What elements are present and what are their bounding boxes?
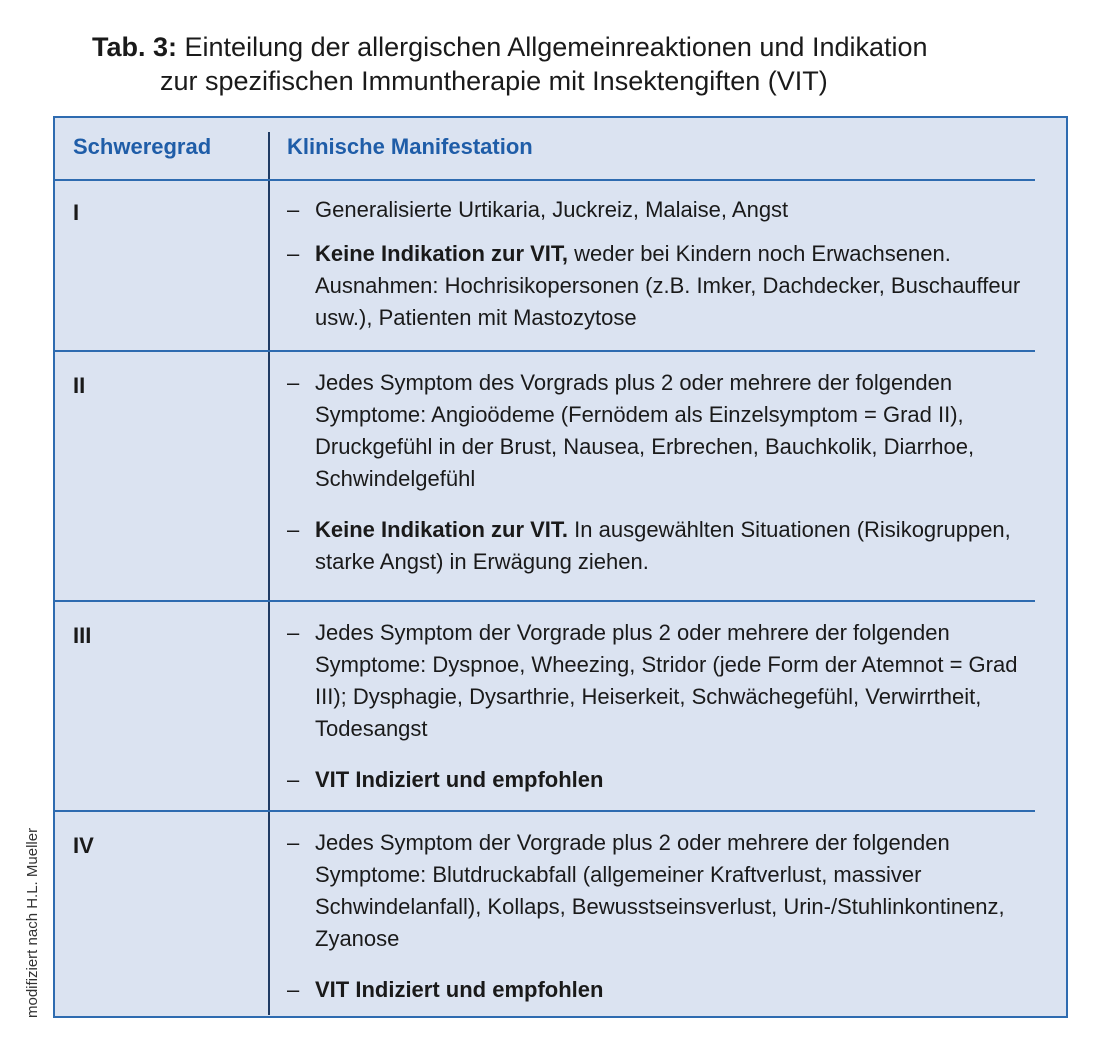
column-divider bbox=[268, 132, 270, 1015]
table-caption bbox=[92, 30, 1072, 98]
dash: – bbox=[287, 767, 300, 792]
item-text: weder bei Kindern noch Erwachsenen. Ausnahmen: Hochrisikopersonen (z.B. Imker, Dachdecker, Buschauffeur usw.), Patienten mit Mastozytose bbox=[315, 241, 1021, 330]
item-emphasis: VIT Indiziert und empfohlen bbox=[315, 767, 604, 792]
source-credit: modifiziert nach H.L. Mueller bbox=[24, 827, 41, 1018]
grade-cell: I bbox=[73, 200, 80, 225]
item-emphasis: Keine Indikation zur VIT, bbox=[315, 241, 569, 266]
row-separator bbox=[55, 350, 1035, 352]
manifestation-item bbox=[287, 827, 1032, 955]
manifestation-item bbox=[287, 617, 1032, 745]
item-text: In ausgewählten Situationen (Risikogruppen, starke Angst) in Erwägung ziehen. bbox=[315, 517, 1011, 574]
grade-cell: II bbox=[73, 373, 86, 398]
dash: – bbox=[287, 517, 300, 542]
manifestation-item bbox=[287, 194, 1032, 226]
item-text: Jedes Symptom der Vorgrade plus 2 oder mehrere der folgenden Symptome: Dyspnoe, Wheezing, Stridor (jede Form der Atemnot = Grad III); Dysphagie, Dysarthrie, Heiserkeit, Schwächegefühl, Verwirrtheit, Todesangst bbox=[315, 620, 1018, 741]
manifestation-item bbox=[287, 764, 1032, 796]
dash: – bbox=[287, 241, 300, 266]
classification-table bbox=[53, 116, 1068, 1018]
manifestation-item bbox=[287, 238, 1032, 334]
item-emphasis: Keine Indikation zur VIT. bbox=[315, 517, 569, 542]
header-severity: Schweregrad bbox=[73, 134, 212, 159]
dash: – bbox=[287, 197, 300, 222]
item-emphasis: VIT Indiziert und empfohlen bbox=[315, 977, 604, 1002]
manifestation-item bbox=[287, 514, 1032, 578]
manifestation-item bbox=[287, 367, 1032, 495]
header-clinical: Klinische Manifestation bbox=[287, 134, 533, 159]
caption-label: Tab. 3: bbox=[92, 32, 178, 62]
dash: – bbox=[287, 620, 300, 645]
dash: – bbox=[287, 977, 300, 1002]
item-text: Jedes Symptom der Vorgrade plus 2 oder mehrere der folgenden Symptome: Blutdruckabfall (allgemeiner Kraftverlust, massiver Schwindelanfall), Kollaps, Bewusstseinsverlust, Urin-/Stuhlinkontinenz, Zyanose bbox=[315, 830, 1005, 951]
row-separator bbox=[55, 179, 1035, 181]
row-separator bbox=[55, 600, 1035, 602]
grade-cell: IV bbox=[73, 833, 94, 858]
item-text: Generalisierte Urtikaria, Juckreiz, Malaise, Angst bbox=[315, 197, 789, 222]
row-separator bbox=[55, 810, 1035, 812]
grade-cell: III bbox=[73, 623, 92, 648]
manifestation-item bbox=[287, 974, 1032, 1006]
caption-line-2: zur spezifischen Immuntherapie mit Insektengiften (VIT) bbox=[160, 66, 828, 96]
dash: – bbox=[287, 830, 300, 855]
item-text: Jedes Symptom des Vorgrads plus 2 oder mehrere der folgenden Symptome: Angioödeme (Fernödem als Einzelsymptom = Grad II), Druckgefühl in der Brust, Nausea, Erbrechen, Bauchkolik, Diarrhoe, Schwindelgefühl bbox=[315, 370, 975, 491]
caption-line-1 bbox=[92, 30, 1072, 64]
dash: – bbox=[287, 370, 300, 395]
caption-text-1: Einteilung der allergischen Allgemeinreaktionen und Indikation bbox=[184, 32, 928, 62]
